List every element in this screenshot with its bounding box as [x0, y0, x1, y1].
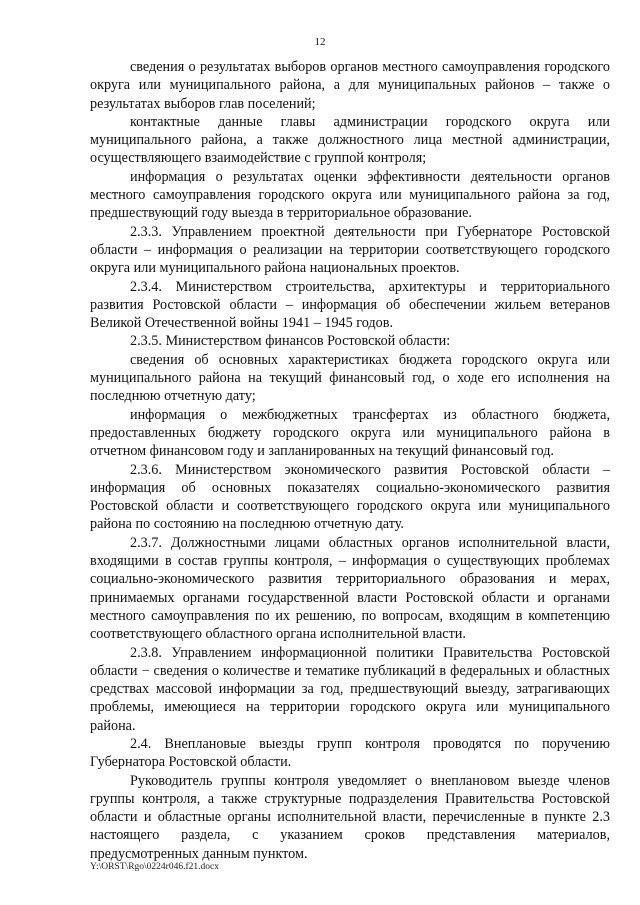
page-number: 12 [314, 36, 326, 48]
paragraph: информация о межбюджетных трансфертах из областного бюджета, предоставленных бюджету городского округа или муниципального района в отчетном финансовом году и запланированных на текущий финансовый год. [90, 406, 610, 460]
paragraph: сведения об основных характеристиках бюджета городского округа или муниципального района на текущий финансовый год, о ходе его исполнения на последнюю отчетную дату; [90, 351, 610, 405]
footer-file-path: Y:\ORST\Rgo\0224r046.f21.docx [90, 862, 219, 872]
document-body [90, 58, 610, 863]
paragraph: 2.3.3. Управлением проектной деятельности при Губернаторе Ростовской области – информация о реализации на территории соответствующего городского округа или муниципального района национальных проектов. [90, 223, 610, 277]
paragraph: 2.3.5. Министерством финансов Ростовской области: [130, 333, 451, 350]
paragraph: 2.3.8. Управлением информационной политики Правительства Ростовской области − сведения о количестве и тематике публикаций в федеральных и областных средствах массовой информации за год, предшествующий выезду, затрагивающих проблемы, имеющиеся на территории городского округа или муниципального района. [90, 644, 610, 734]
paragraph: сведения о результатах выборов органов местного самоуправления городского округа или муниципального района, а для муниципальных районов – также о результатах выборов глав поселений; [90, 59, 610, 112]
paragraph: 2.3.7. Должностными лицами областных органов исполнительной власти, входящими в состав группы контроля, – информация о существующих проблемах социально-экономического развития территориального образования и мерах, принимаемых органами государственной власти Ростовской области и органами местного самоуправления по их решению, по вопросам, входящим в компетенцию соответствующего областного органа исполнительной власти. [90, 534, 610, 643]
paragraph: 2.3.4. Министерством строительства, архитектуры и территориального развития Ростовской области – информация об обеспечении жильем ветеранов Великой Отечественной войны 1941 – 1945 годов. [90, 278, 610, 332]
paragraph: Руководитель группы контроля уведомляет о внеплановом выезде членов группы контроля, а также структурные подразделения Правительства Ростовской области и областные органы исполнительной власти, перечисленные в пункте 2.3 настоящего раздела, с указанием сроков представления материалов, предусмотренных данным пунктом. [90, 772, 610, 862]
paragraph: контактные данные главы администрации городского округа или муниципального района, а также должностного лица местной администрации, осуществляющего взаимодействие с группой контроля; [90, 113, 610, 167]
paragraph: 2.4. Внеплановые выезды групп контроля проводятся по поручению Губернатора Ростовской области. [90, 735, 610, 771]
paragraph: 2.3.6. Министерством экономического развития Ростовской области – информация об основных показателях социально-экономического развития Ростовской области и соответствующего городского округа или муниципального района по состоянию на последнюю отчетную дату. [90, 461, 610, 533]
paragraph: информация о результатах оценки эффективности деятельности органов местного самоуправления городского округа или муниципального района за год, предшествующий году выезда в территориальное образование. [90, 168, 610, 222]
